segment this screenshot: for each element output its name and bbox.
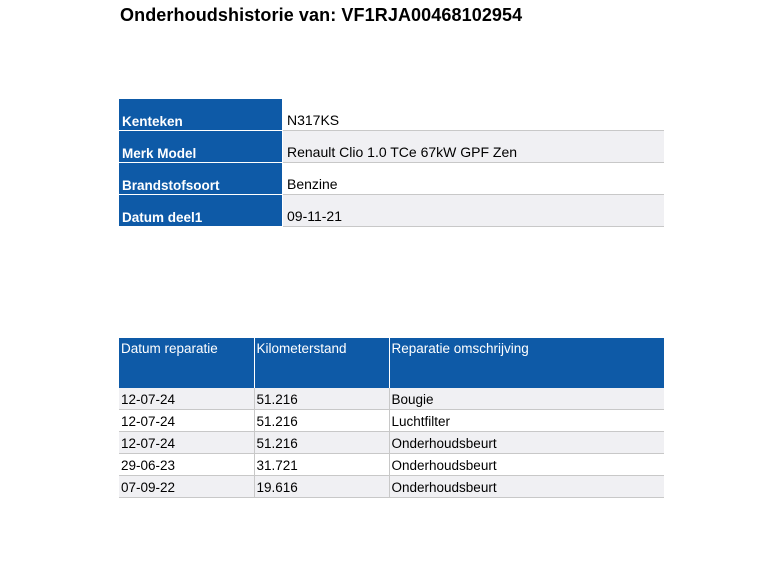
vehicle-value: Renault Clio 1.0 TCe 67kW GPF Zen: [283, 131, 665, 163]
repair-mileage: 51.216: [254, 410, 389, 432]
repair-description: Luchtfilter: [389, 410, 664, 432]
history-header-row: [119, 338, 664, 388]
table-row: [119, 476, 664, 498]
vehicle-info-table: [119, 99, 664, 227]
vehicle-row-make-model: [119, 131, 664, 163]
vehicle-value: N317KS: [283, 99, 665, 131]
repair-date: 12-07-24: [119, 388, 254, 410]
repair-description: Onderhoudsbeurt: [389, 476, 664, 498]
repair-mileage: 51.216: [254, 388, 389, 410]
repair-mileage: 51.216: [254, 432, 389, 454]
vehicle-row-fuel-type: [119, 163, 664, 195]
table-row: [119, 454, 664, 476]
vehicle-label: Kenteken: [119, 99, 283, 131]
vehicle-row-license-plate: [119, 99, 664, 131]
vehicle-value: Benzine: [283, 163, 665, 195]
repair-description: Bougie: [389, 388, 664, 410]
vehicle-value: 09-11-21: [283, 195, 665, 227]
repair-description: Onderhoudsbeurt: [389, 454, 664, 476]
repair-date: 12-07-24: [119, 410, 254, 432]
table-row: [119, 432, 664, 454]
vehicle-label: Datum deel1: [119, 195, 283, 227]
table-row: [119, 410, 664, 432]
repair-date: 29-06-23: [119, 454, 254, 476]
column-header-description: Reparatie omschrijving: [389, 338, 664, 388]
page-title: Onderhoudshistorie van: VF1RJA00468102954: [120, 5, 523, 25]
repair-mileage: 31.721: [254, 454, 389, 476]
repair-description: Onderhoudsbeurt: [389, 432, 664, 454]
repair-date: 07-09-22: [119, 476, 254, 498]
repair-date: 12-07-24: [119, 432, 254, 454]
repair-history-table: [119, 338, 664, 498]
table-row: [119, 388, 664, 410]
column-header-mileage: Kilometerstand: [254, 338, 389, 388]
repair-mileage: 19.616: [254, 476, 389, 498]
column-header-date: Datum reparatie: [119, 338, 254, 388]
vehicle-label: Merk Model: [119, 131, 283, 163]
vehicle-label: Brandstofsoort: [119, 163, 283, 195]
vehicle-row-registration-date: [119, 195, 664, 227]
